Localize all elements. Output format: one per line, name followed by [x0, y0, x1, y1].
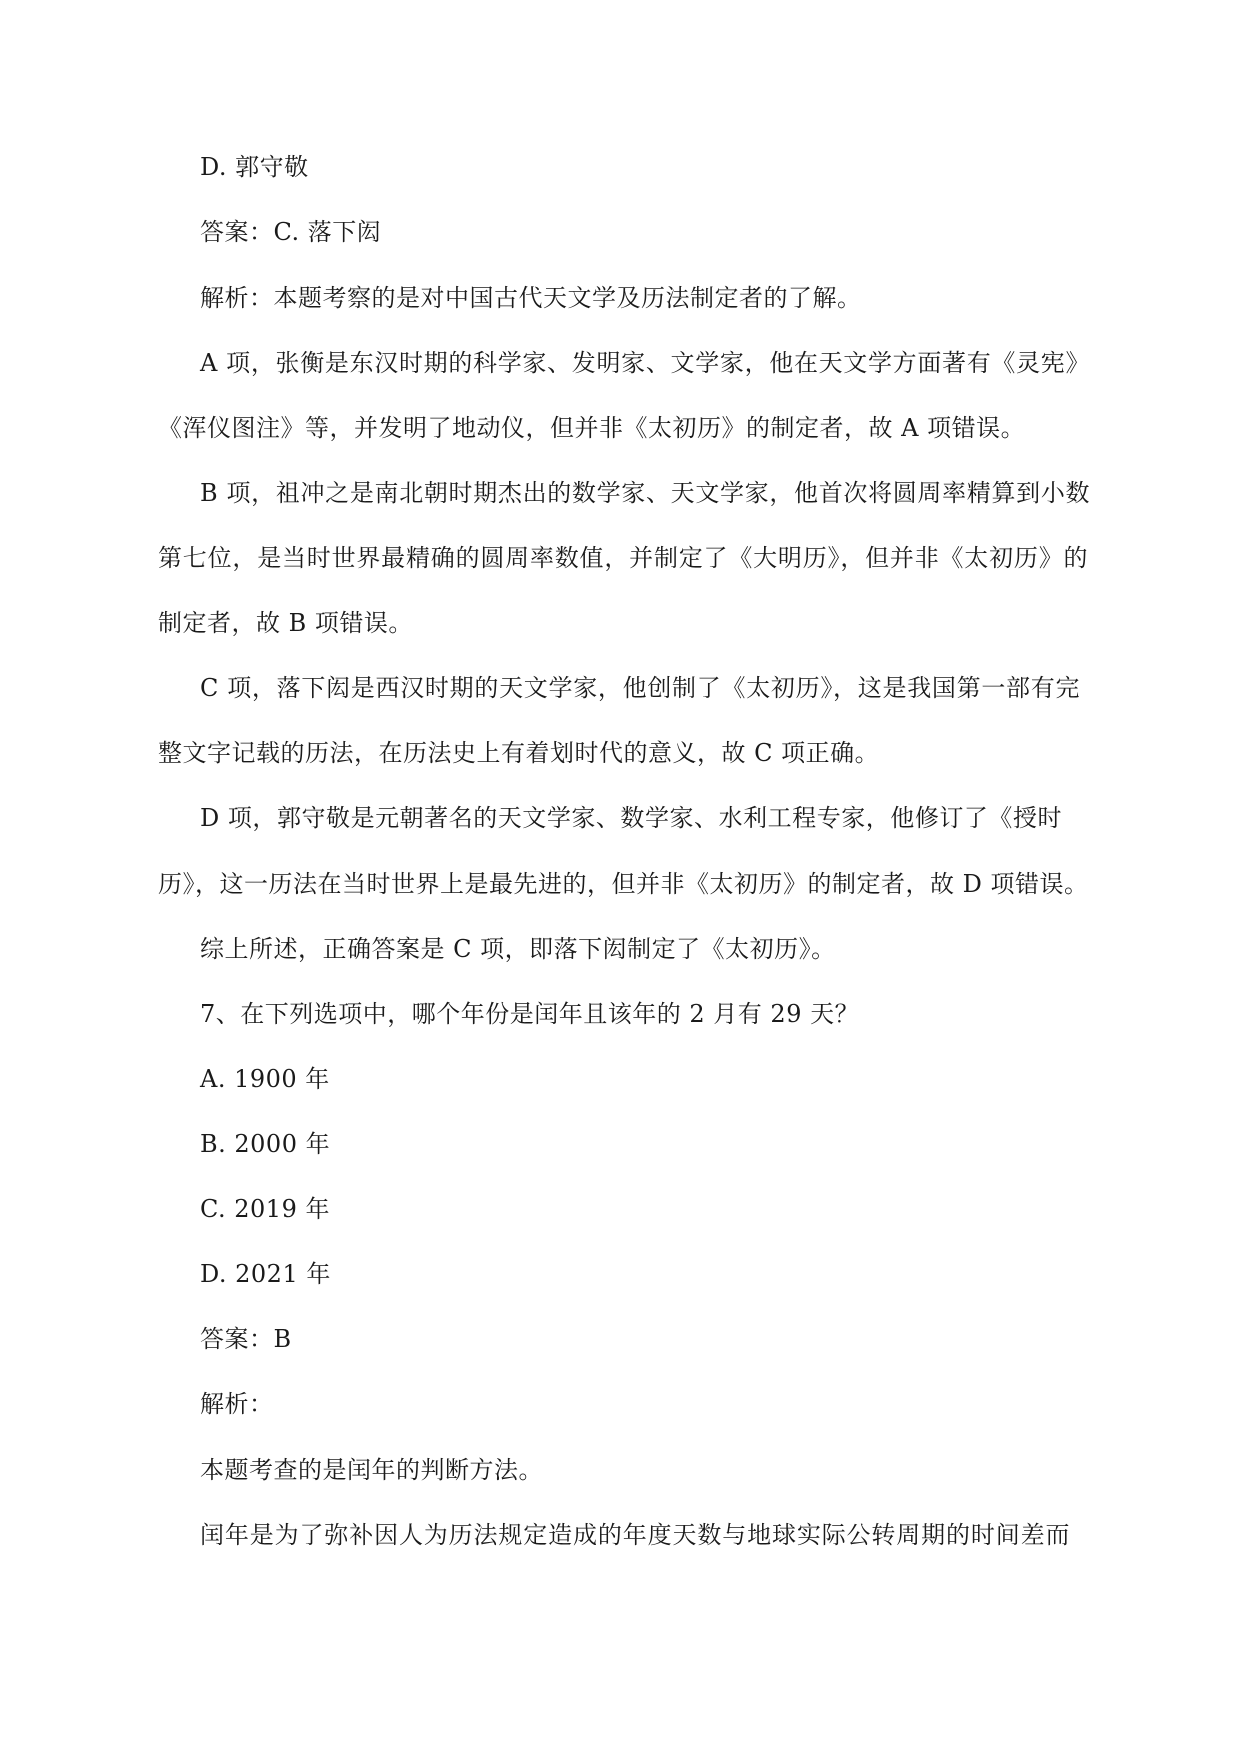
paragraph-a-line-2: 《浑仪图注》等，并发明了地动仪，但并非《太初历》的制定者，故 A 项错误。 [158, 414, 1026, 442]
paragraph-c-line-2: 整文字记载的历法，在历法史上有着划时代的意义，故 C 项正确。 [158, 739, 880, 767]
paragraph-d-line-1: D 项，郭守敬是元朝著名的天文学家、数学家、水利工程专家，他修订了《授时 [200, 804, 1062, 832]
answer-b: 答案：B [200, 1325, 292, 1353]
paragraph-a-line-1: A 项，张衡是东汉时期的科学家、发明家、文学家，他在天文学方面著有《灵宪》 [200, 349, 1090, 377]
option-b-2000: B. 2000 年 [200, 1130, 331, 1158]
analysis-topic: 本题考查的是闰年的判断方法。 [200, 1456, 543, 1484]
paragraph-b-line-2: 第七位，是当时世界最精确的圆周率数值，并制定了《大明历》，但并非《太初历》的 [158, 544, 1088, 572]
paragraph-b-line-1: B 项，祖冲之是南北朝时期杰出的数学家、天文学家，他首次将圆周率精算到小数 [200, 479, 1090, 507]
paragraph-b-line-3: 制定者，故 B 项错误。 [158, 609, 413, 637]
leap-year-explanation: 闰年是为了弥补因人为历法规定造成的年度天数与地球实际公转周期的时间差而 [200, 1521, 1070, 1549]
option-a-1900: A. 1900 年 [200, 1065, 330, 1093]
question-7: 7、在下列选项中，哪个年份是闰年且该年的 2 月有 29 天？ [200, 1000, 860, 1028]
option-c-2019: C. 2019 年 [200, 1195, 330, 1223]
option-d-2021: D. 2021 年 [200, 1260, 331, 1288]
option-d-guo-shoujing: D. 郭守敬 [200, 153, 309, 181]
conclusion-line: 综上所述，正确答案是 C 项，即落下闳制定了《太初历》。 [200, 935, 836, 963]
answer-line: 答案：C. 落下闳 [200, 218, 382, 246]
paragraph-c-line-1: C 项，落下闳是西汉时期的天文学家，他创制了《太初历》，这是我国第一部有完 [200, 674, 1080, 702]
paragraph-d-line-2: 历》，这一历法在当时世界上是最先进的，但并非《太初历》的制定者，故 D 项错误。 [158, 870, 1089, 898]
analysis-intro: 解析：本题考察的是对中国古代天文学及历法制定者的了解。 [200, 284, 862, 312]
analysis-label: 解析： [200, 1390, 274, 1418]
